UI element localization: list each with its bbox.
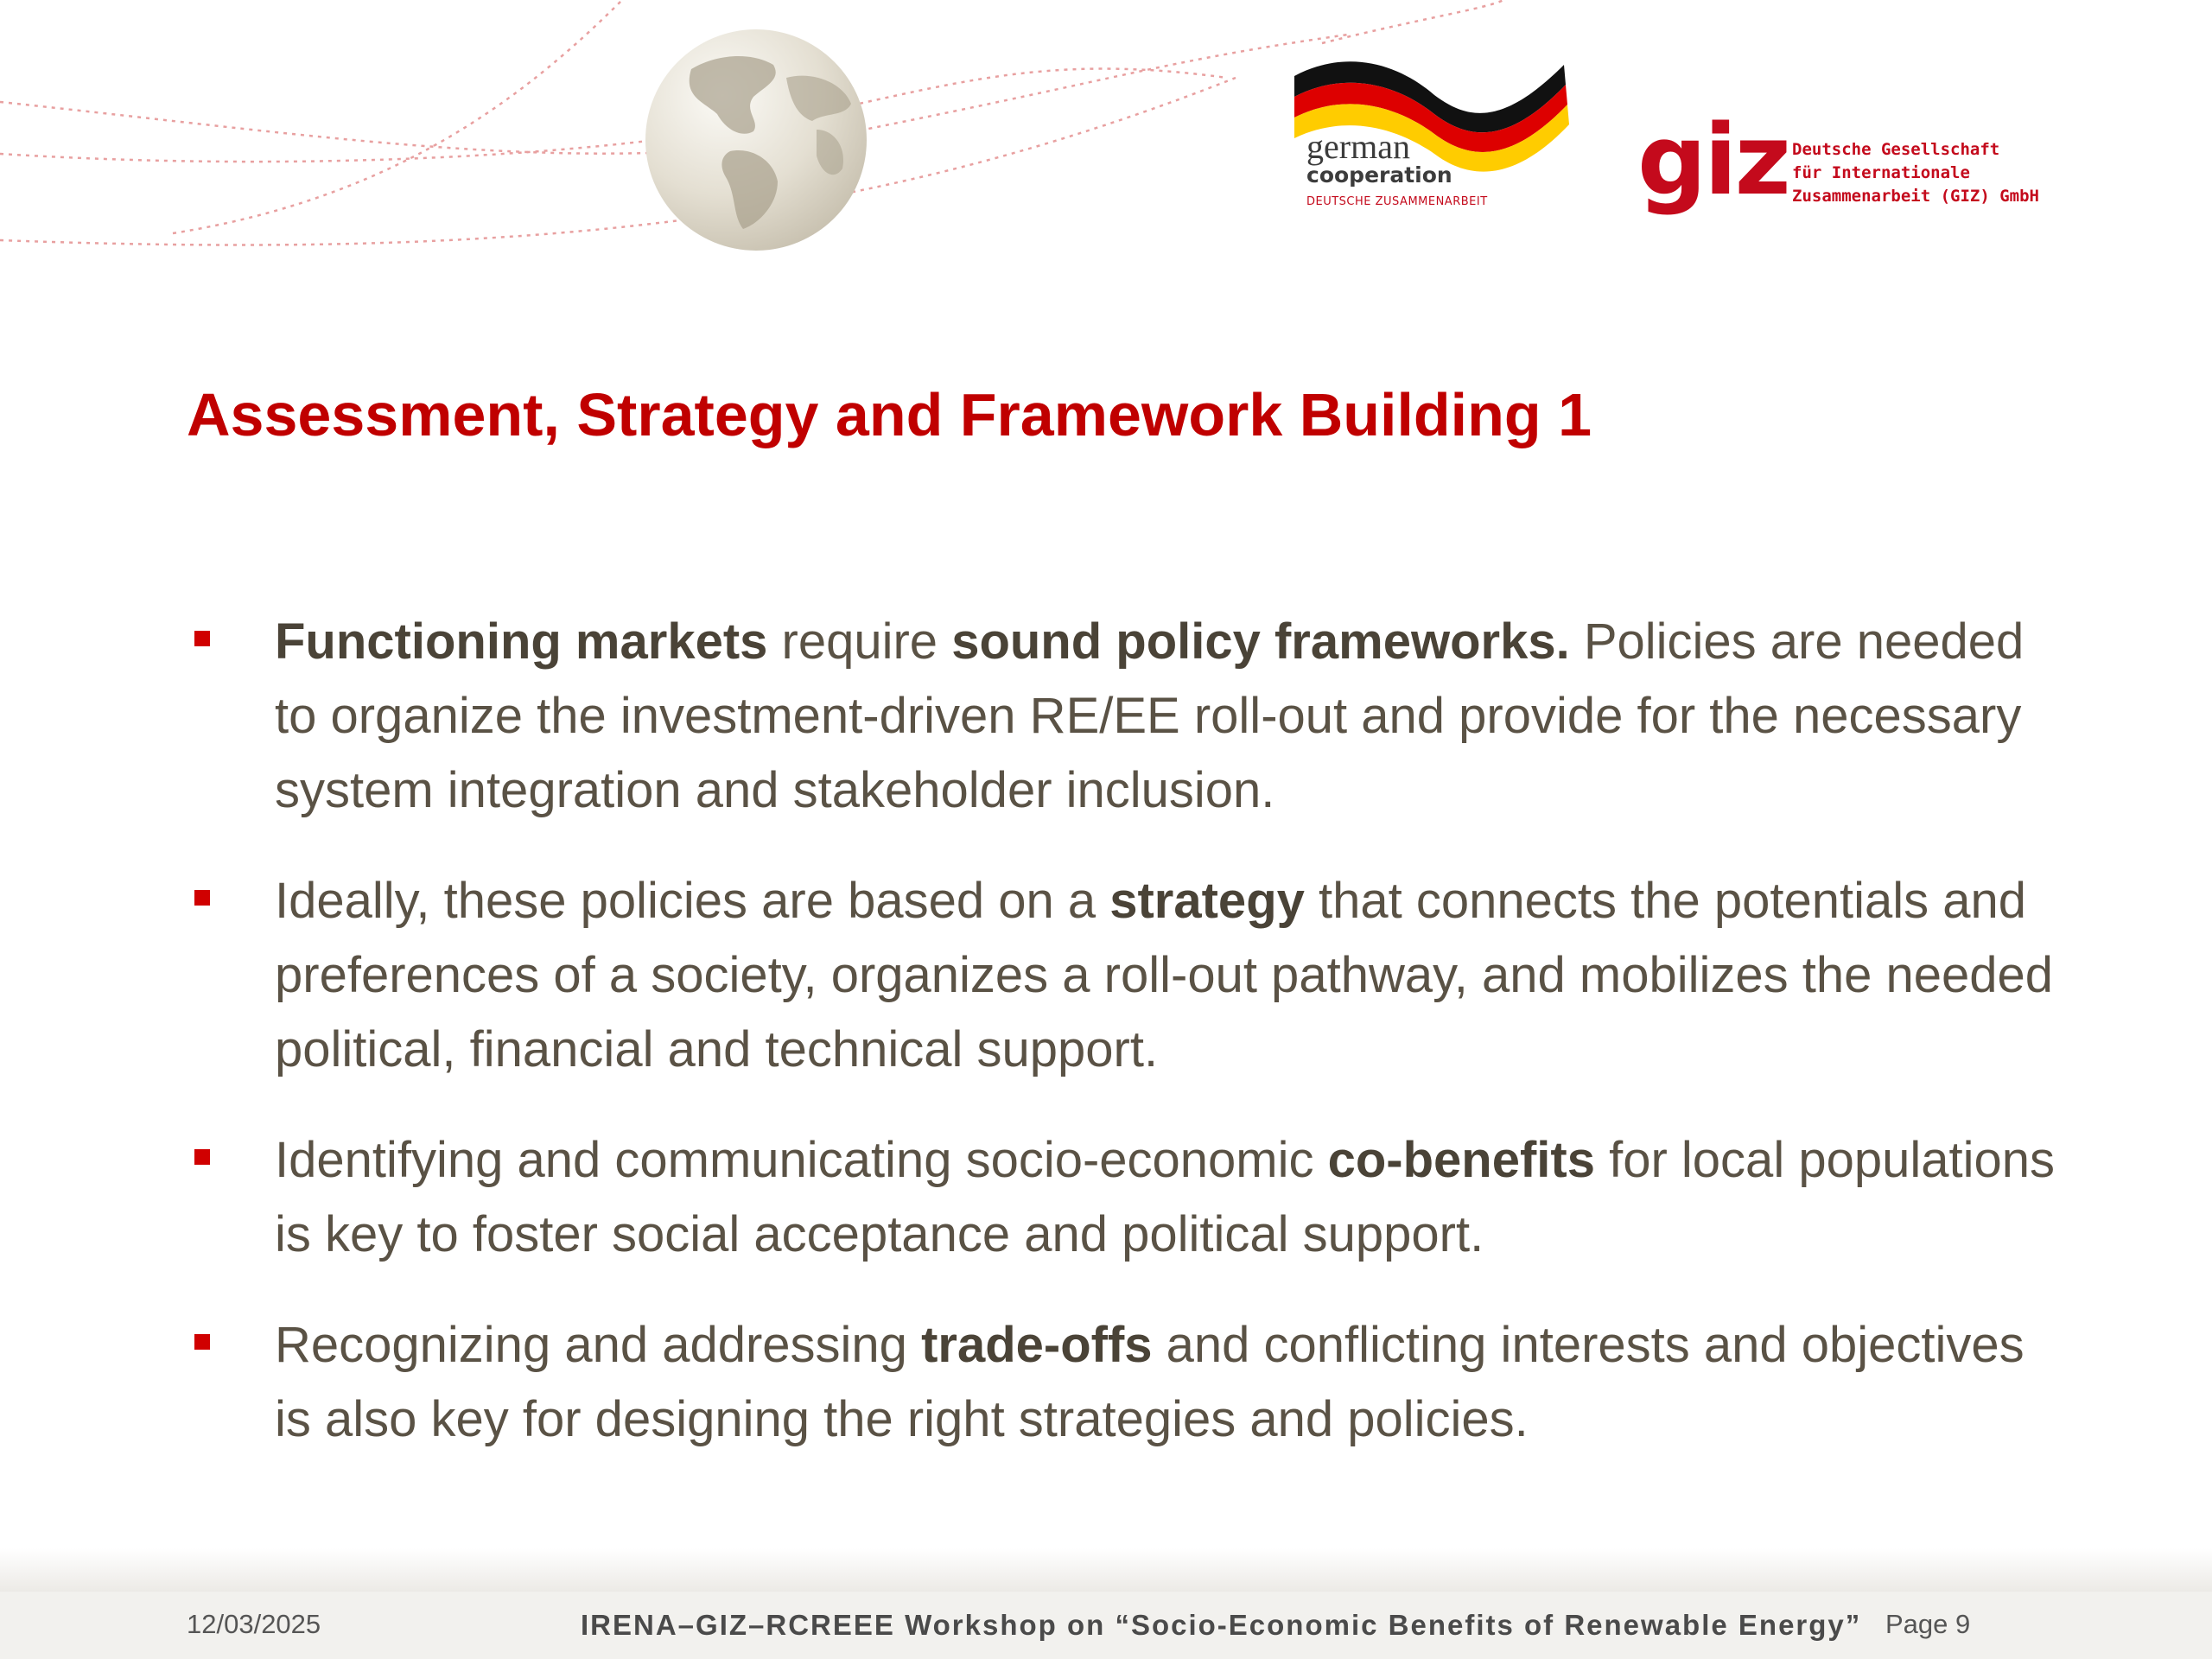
bullet-emphasis: trade-offs: [921, 1317, 1153, 1373]
bullet-emphasis: Functioning markets: [275, 613, 768, 670]
bullet-text: [275, 1317, 2024, 1447]
bullet-emphasis: sound policy frameworks.: [951, 613, 1570, 670]
giz-name-line: Zusammenarbeit (GIZ) GmbH: [1792, 187, 2039, 206]
bullet-item: [188, 864, 2072, 1087]
giz-name-line: für Internationale: [1792, 163, 1970, 182]
bullet-item: [188, 1308, 2072, 1457]
bullet-run: that connects the potentials and preferences of a society, organizes a roll-out pathway, and mobilizes the needed political, financial and technical support.: [275, 873, 2054, 1077]
bullet-text: [275, 1132, 2055, 1262]
bullet-list: [188, 605, 2072, 1493]
bullet-run: Identifying and communicating socio-economic: [275, 1132, 1328, 1188]
footer-shade: [0, 1548, 2212, 1592]
giz-logo-mark: giz: [1637, 105, 1789, 217]
footer-event-title: IRENA–GIZ–RCREEE Workshop on “Socio-Economic Benefits of Renewable Energy”: [581, 1609, 1862, 1641]
globe-icon: [645, 29, 867, 251]
german-cooperation-logo-line1: german: [1306, 127, 1410, 166]
bullet-square-icon: [194, 1149, 210, 1165]
bullet-text: [275, 873, 2053, 1077]
bullet-run: and conflicting interests and objectives is also key for designing the right strategies and policies.: [275, 1317, 2024, 1447]
giz-name-line: Deutsche Gesellschaft: [1792, 140, 2000, 159]
bullet-square-icon: [194, 631, 210, 646]
giz-logo-name: [1792, 138, 2039, 208]
bullet-run: Policies are needed to organize the investment-driven RE/EE roll-out and provide for the necessary system integration and stakeholder inclusion.: [275, 613, 2024, 818]
footer-date: 12/03/2025: [187, 1609, 321, 1639]
bullet-square-icon: [194, 890, 210, 906]
bullet-run: Ideally, these policies are based on a: [275, 873, 1110, 929]
bullet-item: [188, 1123, 2072, 1272]
german-cooperation-logo-line3: DEUTSCHE ZUSAMMENARBEIT: [1306, 195, 1488, 208]
german-cooperation-logo-line2: cooperation: [1306, 162, 1452, 188]
bullet-square-icon: [194, 1334, 210, 1350]
bullet-run: require: [767, 613, 952, 670]
slide-title: Assessment, Strategy and Framework Building 1: [187, 381, 1592, 448]
bullet-emphasis: strategy: [1109, 873, 1305, 929]
bullet-item: [188, 605, 2072, 828]
bullet-run: for local populations is key to foster social acceptance and political support.: [275, 1132, 2055, 1262]
footer-page-number: Page 9: [1885, 1609, 1971, 1639]
bullet-emphasis: co-benefits: [1327, 1132, 1595, 1188]
bullet-text: [275, 613, 2024, 818]
bullet-run: Recognizing and addressing: [275, 1317, 922, 1373]
